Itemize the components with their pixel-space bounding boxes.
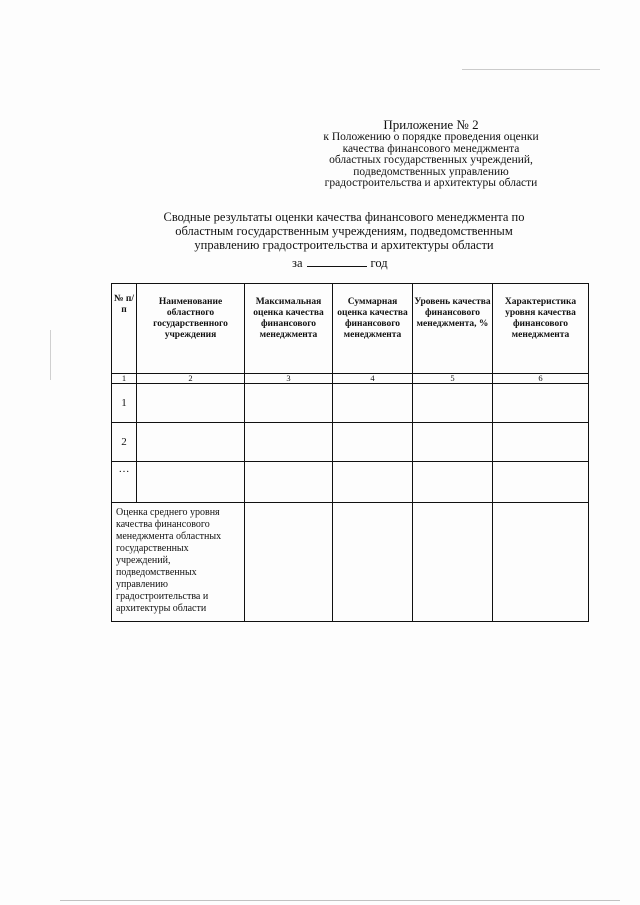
table-row [112, 462, 589, 503]
header-cell-quality-level: Уровень качества финансового менеджмента, % [413, 284, 493, 374]
column-number: 3 [245, 374, 333, 384]
table-cell[interactable] [137, 384, 245, 423]
header-cell-characteristic: Характеристика уровня качества финансового менеджмента [493, 284, 589, 374]
period-blank-field[interactable] [307, 256, 367, 267]
header-cell-max-score: Максимальная оценка качества финансового менеджмента [245, 284, 333, 374]
column-number: 2 [137, 374, 245, 384]
column-number-row [112, 374, 589, 384]
appendix-line: областных государственных учреждений, [329, 154, 533, 166]
table-cell[interactable] [333, 503, 413, 622]
table-row [112, 423, 589, 462]
appendix-line: градостроительства и архитектуры области [324, 177, 538, 189]
row-index: 1 [112, 384, 137, 423]
row-index: 2 [112, 423, 137, 462]
table-cell[interactable] [493, 423, 589, 462]
table-cell[interactable] [413, 462, 493, 503]
table-cell[interactable] [413, 423, 493, 462]
table-cell[interactable] [413, 503, 493, 622]
table-header-row [112, 284, 589, 374]
table-cell[interactable] [493, 462, 589, 503]
row-index: … [112, 462, 137, 503]
column-number: 5 [413, 374, 493, 384]
table-cell[interactable] [245, 503, 333, 622]
table-cell[interactable] [245, 462, 333, 503]
table-cell[interactable] [493, 503, 589, 622]
table-cell[interactable] [413, 384, 493, 423]
period-suffix: год [370, 256, 388, 270]
column-number: 4 [333, 374, 413, 384]
table-row [112, 384, 589, 423]
period-line [292, 256, 402, 270]
table-cell[interactable] [493, 384, 589, 423]
period-prefix: за [292, 256, 303, 270]
header-cell-total-score: Суммарная оценка качества финансового менеджмента [333, 284, 413, 374]
appendix-title: Приложение № 2 [383, 117, 479, 132]
table-cell[interactable] [245, 423, 333, 462]
document-title [138, 210, 550, 252]
scan-artifact-bottom [60, 900, 620, 901]
appendix-block [296, 118, 566, 190]
table-cell[interactable] [137, 423, 245, 462]
title-line: управлению градостроительства и архитектуры области [194, 238, 494, 252]
title-line: Сводные результаты оценки качества финансового менеджмента по [163, 210, 525, 224]
footer-label: Оценка среднего уровня качества финансового менеджмента областных государственных учреждений, подведомственных управлению градостроительства и архитектуры области [112, 503, 245, 622]
table-cell[interactable] [333, 423, 413, 462]
column-number: 6 [493, 374, 589, 384]
table-cell[interactable] [245, 384, 333, 423]
scan-artifact-left [50, 330, 51, 380]
summary-table [111, 283, 589, 622]
column-number: 1 [112, 374, 137, 384]
table-cell[interactable] [333, 384, 413, 423]
title-line: областным государственным учреждениям, подведомственным [175, 224, 513, 238]
appendix-line: качества финансового менеджмента [342, 142, 520, 155]
appendix-line: подведомственных управлению [353, 165, 509, 178]
header-cell-number: № п/п [112, 284, 137, 374]
header-cell-institution: Наименование областного государственного учреждения [137, 284, 245, 374]
appendix-line: к Положению о порядке проведения оценки [323, 131, 539, 143]
table-cell[interactable] [137, 462, 245, 503]
scan-artifact-top [462, 69, 600, 70]
table-footer-row [112, 503, 589, 622]
table-cell[interactable] [333, 462, 413, 503]
